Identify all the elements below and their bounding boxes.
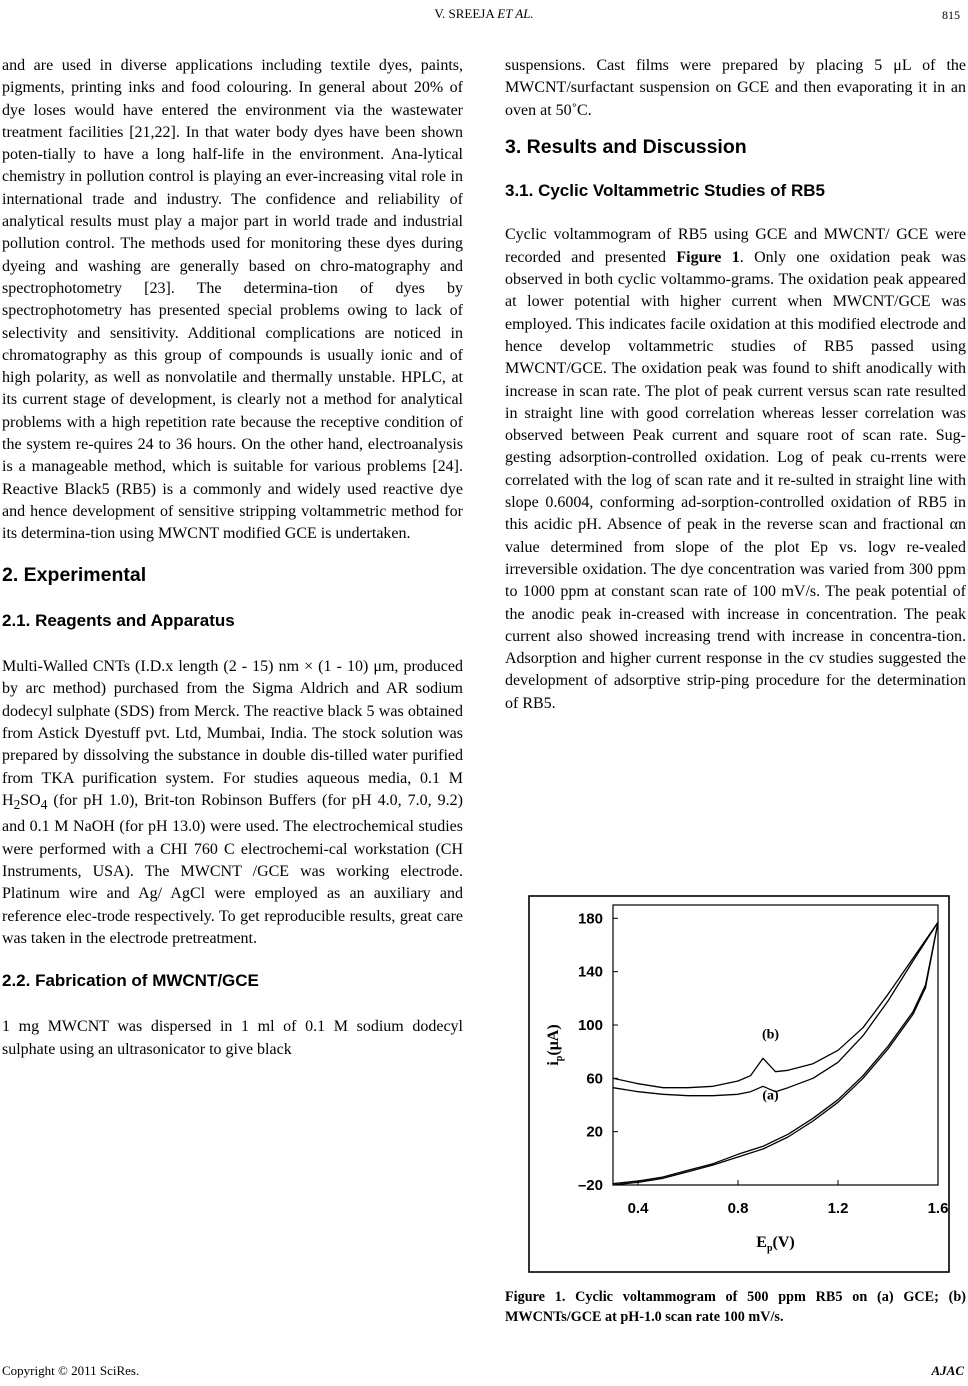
figure-caption: Figure 1. Cyclic voltammogram of 500 ppm RB5 on (a) GCE; (b) MWCNTs/GCE at pH-1.0 scan rate 100 mV/s. [505,1289,966,1325]
paragraph-fabrication: 1 mg MWCNT was dispersed in 1 ml of 0.1 M sodium dodecyl sulphate using an ultrasonicator to give black [2,1018,463,1058]
x-tick-label: 0.8 [727,1200,749,1217]
section-heading-experimental: 2. Experimental [2,563,147,586]
paragraph-reagents: Multi-Walled CNTs (I.D.x length (2 - 15) nm × (1 - 10) μm, produced by arc method) purchased from the Sigma Aldrich and AR sodium dodecyl sulphate (SDS) from Merck. The reactive black 5 was obtained from Astick Dyestuff pvt. Ltd, Mumbai, India. The stock solution was prepared by dissolving the substance in double dis-tilled water purified from TKA purification system. For studies aqueous media, 0.1 M $H_2SO_4$ (for pH 1.0), Brit-ton Robinson Buffers (for pH 4.0, 7.0, 9.2) and 0.1 M NaOH (for pH 13.0) were used. The electrochemical studies were performed with a CHI 760 C electrochemi-cal workstation (CH Instruments, USA). The MWCNT /GCE was working electrode. Platinum wire and Ag/ AgCl were employed as an auxiliary and reference elec-trode respectively. To get reproducible results, great care was taken in the electrode pretreatment. [2,658,463,947]
subsection-heading-reagents: 2.1. Reagents and Apparatus [2,610,235,630]
paragraph-cyclic-voltammetry: Cyclic voltammogram of RB5 using GCE and MWCNT/ GCE were recorded and presented Figure 1. Only one oxidation peak was observed in both cyclic voltammo-grams. The oxidation peak appeared at lower potential with higher current when MWCNT/GCE was employed. This indicates facile oxidation at this modified electrode and hence develop voltammetric studies of RB5 passed using MWCNT/GCE. The oxidation peak was found to shift anodically with increase in scan rate. The plot of peak current versus scan rate resulted in straight line with good correlation whereas lesser correlation was observed between Peak current and square root of scan rate. Sug-gesting adsorption-controlled oxidation. Log of peak cu-rrents were correlated with the log of scan rate and it re-sulted in straight line with slope 0.6004, conforming ad-sorption-controlled oxidation of RB5 in this acidic pH. Absence of peak in the reverse scan and fractional αn value determined from slope of the plot Ep vs. logν re-vealed irreversible oxidation. The dye concentration was varied from 300 ppm to 1000 ppm at constant scan rate of 100 mV/s. The peak potential of the anodic peak in-creased with increase in concentration. The peak current also showed increasing trend with increase in concentra-tion. Adsorption and higher current response in the cv studies suggested the development of adsorptive strip-ping procedure for the determination of RB5. [505,226,967,712]
running-header [0,6,968,26]
figure-reference: Figure 1 [676,248,740,266]
header-author-suffix: ET AL. [497,6,534,21]
x-tick-label: 0.4 [627,1200,649,1217]
footer-journal: AJAC [931,1363,964,1378]
y-tick-label: 20 [586,1123,603,1141]
y-tick-label: 100 [577,1017,603,1034]
left-column [2,55,463,1061]
subsection-heading-cyclic-voltammetry: 3.1. Cyclic Voltammetric Studies of RB5 [505,181,825,201]
y-tick-label: –20 [577,1177,603,1194]
y-tick-label: 180 [577,910,603,928]
section-heading-results: 3. Results and Discussion [505,135,747,158]
figure-1 [528,895,950,1273]
right-column [505,55,966,715]
page-footer [2,1363,964,1379]
header-author: V. SREEJA [434,6,495,21]
cyclic-voltammogram-chart [528,895,950,1273]
footer-copyright: Copyright © 2011 SciRes. [2,1363,140,1378]
x-axis-label: $E_p(V)$ [756,1234,795,1254]
y-tick-label: 60 [586,1070,603,1088]
page-number: 815 [942,8,960,22]
curve-annotation: (a) [762,1088,779,1104]
header-authors [0,6,968,22]
y-axis-label: $i_p(\mu A)$ [545,1024,565,1066]
paragraph-intro-continued: and are used in diverse applications including textile dyes, paints, pigments, printing inks and food colouring. In general about 20% of dye loses would have entered the environment via the wastewater treatment facilities [21,22]. In that water body dyes have been shown poten-tially to have a long half-life in the environment. Ana-lytical chemistry in pollution control is playing an ever-increasing vital role in international trade and industry. The confidence and reliability of analytical results must play a major part in world trade and industrial pollution control. The methods used for monitoring these dyes during dyeing and washing are generally based on chro-matography and spectrophotometry [23]. The determina-tion of dyes by spectrophotometry has presented special problems owing to lack of selectivity and sensitivity. Additional complications are noticed in chromatography as this group of compounds is usually ionic and of high polarity, as well as nonvolatile and thermally unstable. HPLC, at its current stage of development, is clearly not a method for analytical problems with a high repetition rate because the receptive condition of the system re-quires 24 to 36 hours. On the other hand, electroanalysis is a manageable method, which is suitable for various problems [24]. Reactive Black5 (RB5) is a commonly and widely used reactive dye and hence development of sensitive stripping voltammetric method for its determina-tion using MWCNT modified GCE is undertaken. [2,57,463,543]
subsection-heading-fabrication: 2.2. Fabrication of MWCNT/GCE [2,971,259,991]
x-tick-label: 1.6 [927,1200,949,1217]
x-tick-label: 1.2 [827,1200,849,1217]
curve-annotation: (b) [761,1027,780,1043]
y-tick-label: 140 [577,963,603,981]
paragraph-fabrication-continued: suspensions. Cast films were prepared by placing 5 μL of the MWCNT/surfactant suspension on GCE and then evaporating it in an oven at 50˚C. [505,57,966,119]
